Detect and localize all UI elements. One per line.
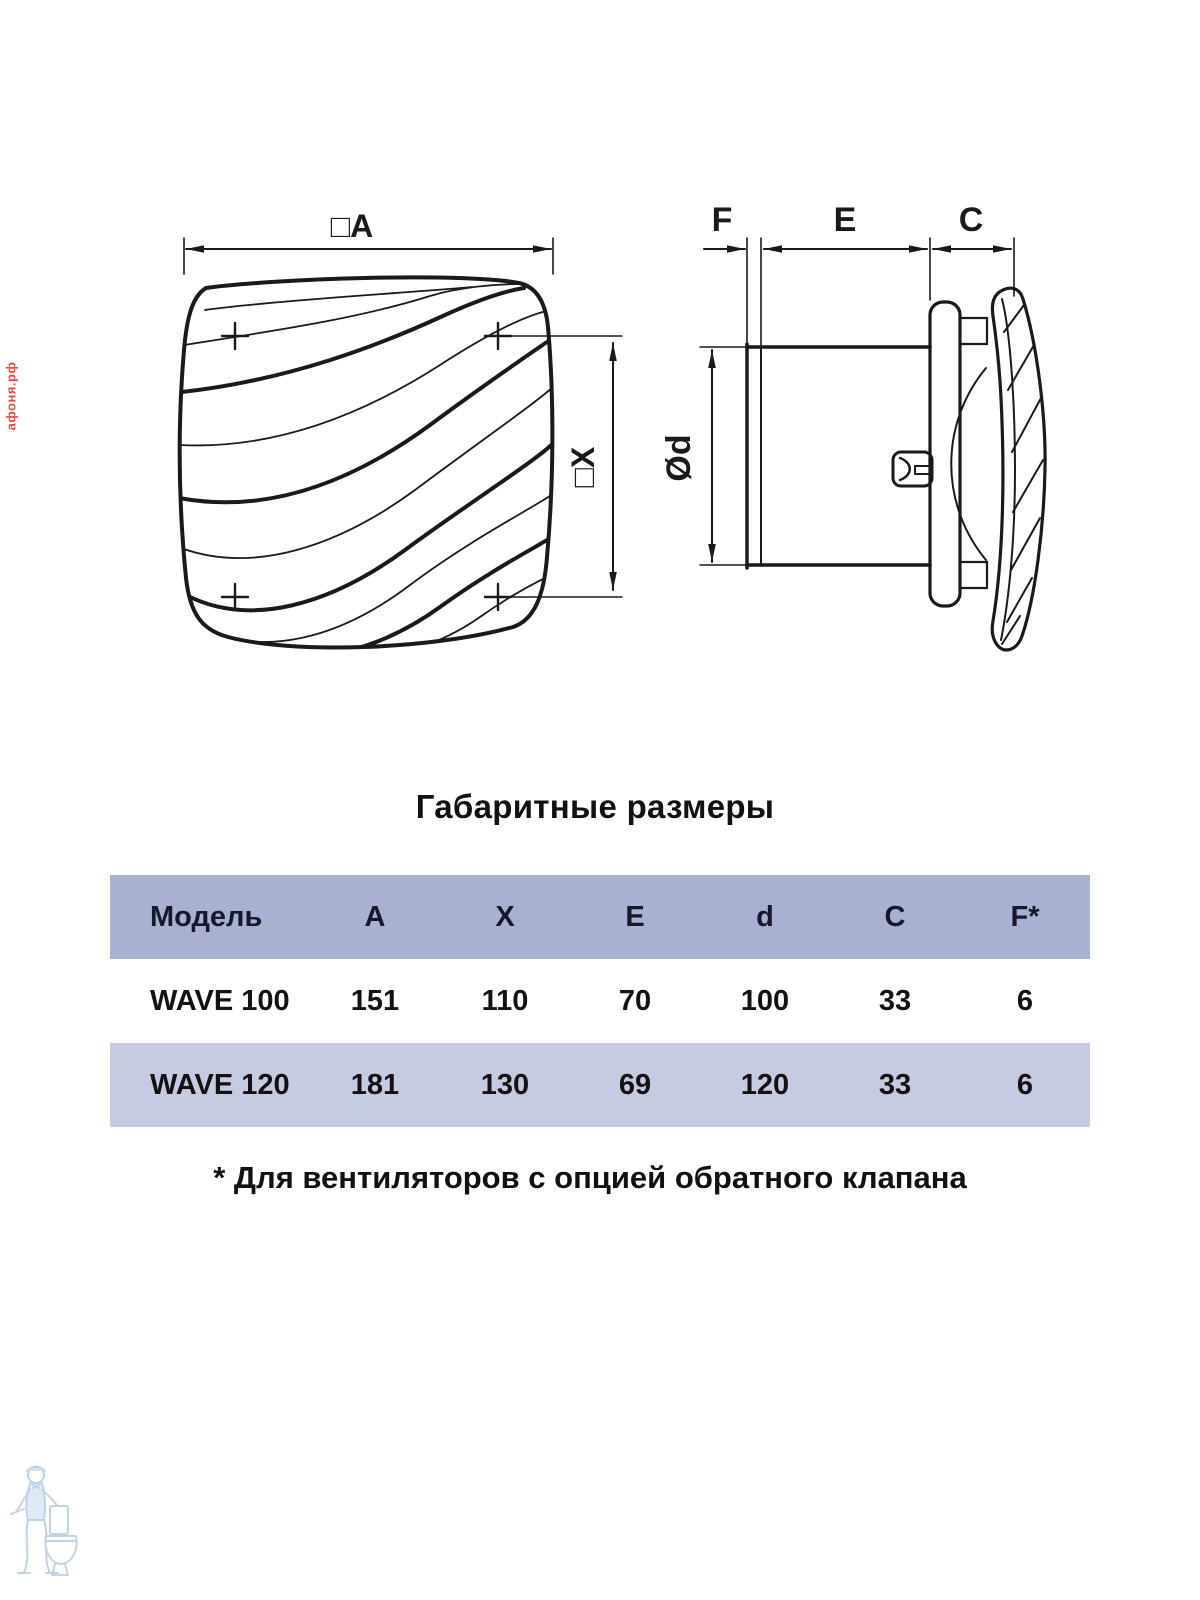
- side-view-drawing: [700, 238, 1045, 650]
- cell-model: WAVE 100: [150, 984, 290, 1017]
- dim-d-lines: [700, 347, 745, 565]
- table-row: [110, 959, 1090, 1043]
- dim-label-e: E: [833, 201, 857, 239]
- table-row: [110, 1043, 1090, 1127]
- header-d: d: [700, 875, 830, 959]
- header-a: A: [310, 875, 440, 959]
- header-model: Модель: [110, 875, 310, 959]
- cell-value: 151: [350, 984, 400, 1017]
- cell-value: 6: [960, 1043, 1090, 1127]
- cell-value: 6: [1016, 984, 1034, 1017]
- dim-fec-lines: [704, 238, 1014, 347]
- table-header-row: [110, 875, 1090, 959]
- front-cover-profile: [992, 288, 1045, 650]
- cell-model: WAVE 120: [110, 1043, 310, 1127]
- dim-label-a: □A: [330, 208, 374, 244]
- cell-value: 33: [830, 1043, 960, 1127]
- cell-value: 69: [570, 1043, 700, 1127]
- dim-label-diameter: Ød: [660, 434, 698, 482]
- mounting-clip: [893, 452, 932, 486]
- dim-label-f: F: [711, 201, 733, 239]
- dim-label-x: □X: [565, 446, 601, 488]
- cell-value: 33: [878, 984, 912, 1017]
- header-x: X: [440, 875, 570, 959]
- cell-value: 120: [700, 1043, 830, 1127]
- plumber-toilet-icon: [6, 1456, 80, 1596]
- dim-label-c: C: [958, 201, 984, 239]
- site-watermark-text: афоня.рф: [3, 361, 19, 431]
- header-f: F*: [960, 875, 1090, 959]
- cell-value: 100: [740, 984, 790, 1017]
- cell-value: 181: [310, 1043, 440, 1127]
- cell-value: 70: [618, 984, 652, 1017]
- cell-value: 110: [481, 984, 529, 1017]
- header-e: E: [570, 875, 700, 959]
- footnote: * Для вентиляторов с опцией обратного клапана: [213, 1160, 967, 1195]
- dimensions-table: [110, 875, 1090, 1127]
- header-c: C: [830, 875, 960, 959]
- front-view-drawing: [179, 238, 622, 660]
- cell-value: 130: [440, 1043, 570, 1127]
- dimension-drawing: [0, 0, 1200, 760]
- table-title: Габаритные размеры: [415, 788, 775, 825]
